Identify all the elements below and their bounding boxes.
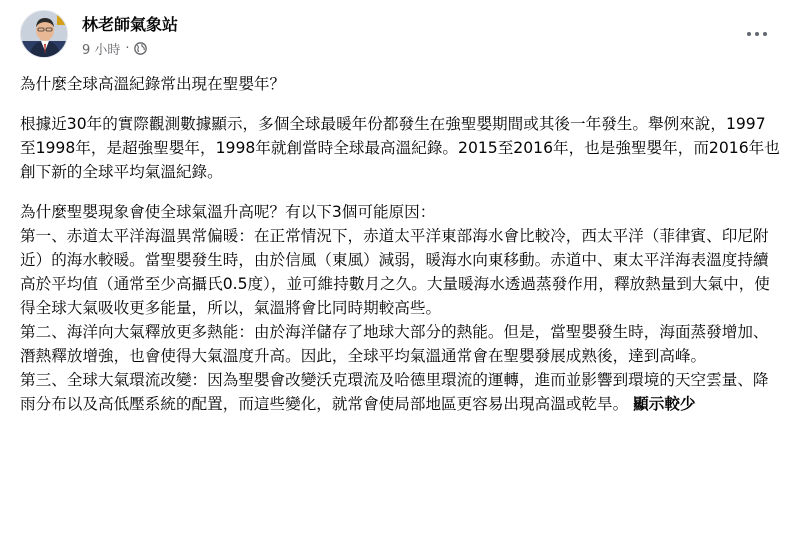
post-paragraph-reason-2: 第二、海洋向大氣釋放更多熱能：由於海洋儲存了地球大部分的熱能。但是，當聖嬰發生時，海面蒸發增加、潛熱釋放增強，也會使得大氣溫度升高。因此，全球平均氣溫通常會在聖嬰發展成熟後，達到高峰。: [20, 323, 769, 365]
more-horizontal-icon: [755, 32, 759, 36]
more-horizontal-icon: [763, 32, 767, 36]
avatar-image: [21, 11, 68, 58]
post-paragraph-intro: 根據近30年的實際觀測數據顯示，多個全球最暖年份都發生在強聖嬰期間或其後一年發生。舉例來說，1997至1998年，是超強聖嬰年，1998年就創當時全球最高溫紀錄。2015至2016年，也是強聖嬰年，而2016年也創下新的全球平均氣溫紀錄。: [20, 115, 780, 181]
post-paragraph-reason-3: [20, 368, 781, 416]
post-body: [20, 72, 781, 416]
see-less-link[interactable]: 顯示較少: [633, 395, 696, 413]
avatar[interactable]: [20, 10, 68, 58]
globe-icon[interactable]: [134, 42, 147, 55]
post-meta: [82, 39, 147, 58]
author-name[interactable]: 林老師氣象站: [82, 15, 179, 34]
more-options-button[interactable]: [739, 20, 775, 48]
reason-3-text: 第三、全球大氣環流改變：因為聖嬰會改變沃克環流及哈德里環流的運轉，進而並影響到環境的天空雲量、降雨分布以及高低壓系統的配置，而這些變化，就常會使局部地區更容易出現高溫或乾旱。: [20, 371, 769, 413]
post-header: [20, 10, 775, 64]
post-paragraph-reason-1: 第一、赤道太平洋海溫異常偏暖：在正常情況下，赤道太平洋東部海水會比較冷，西太平洋（菲律賓、印尼附近）的海水較暖。當聖嬰發生時，由於信風（東風）減弱，暖海水向東移動。赤道中、東太平洋海表溫度持續高於平均值（通常至少高攝氏0.5度），並可維持數月之久。大量暖海水透過蒸發作用，釋放熱量到大氣中，使得全球大氣吸收更多能量，所以，氣溫將會比同時期較高些。: [20, 227, 770, 317]
post-time[interactable]: 9 小時: [82, 43, 121, 58]
more-horizontal-icon: [747, 32, 751, 36]
post-paragraph-reasons-heading: 為什麼聖嬰現象會使全球氣溫升高呢？有以下3個可能原因：: [20, 203, 436, 221]
post-paragraph-question: 為什麼全球高溫紀錄常出現在聖嬰年？: [20, 75, 286, 93]
meta-separator: ·: [125, 41, 130, 56]
